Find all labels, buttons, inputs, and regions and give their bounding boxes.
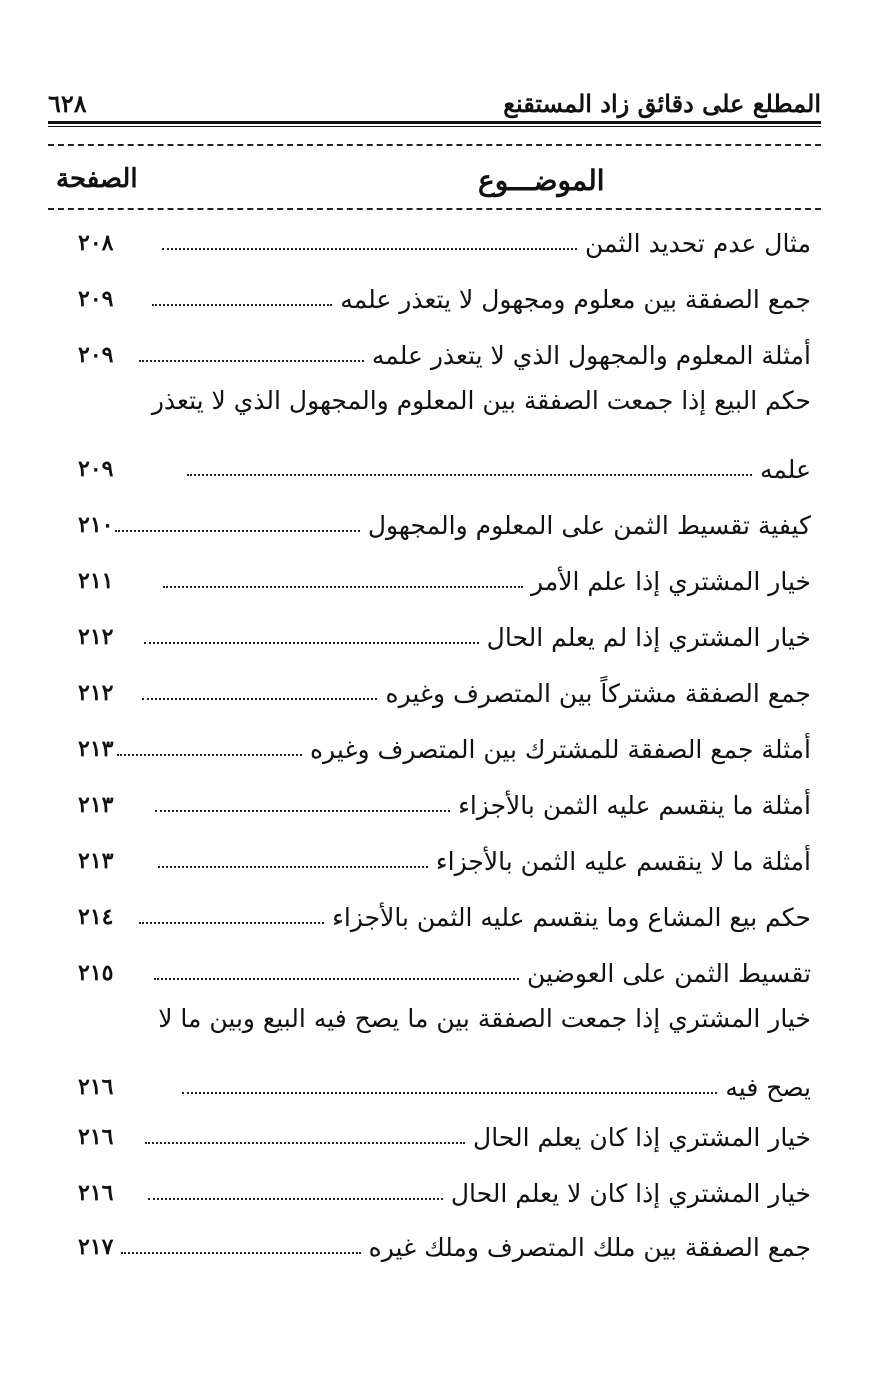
toc-entry[interactable] bbox=[48, 774, 821, 830]
entry-title: خيار المشتري إذا علم الأمر bbox=[531, 567, 811, 596]
entry-title: جمع الصفقة بين ملك المتصرف وملك غيره bbox=[368, 1233, 811, 1262]
dashed-rule-bottom bbox=[48, 208, 821, 210]
entry-title: خيار المشتري إذا كان يعلم الحال bbox=[473, 1123, 811, 1152]
entry-page-number: ٢١٥ bbox=[78, 960, 114, 986]
leader-dots bbox=[117, 754, 302, 756]
leader-dots bbox=[115, 530, 360, 532]
toc-entry[interactable] bbox=[48, 1162, 821, 1218]
leader-dots bbox=[182, 1092, 717, 1094]
entry-page-number: ٢٠٨ bbox=[78, 230, 114, 256]
entry-title: جمع الصفقة بين معلوم ومجهول لا يتعذر علمه bbox=[340, 285, 811, 314]
entry-page-number: ٢١٦ bbox=[78, 1074, 114, 1100]
toc-entry[interactable] bbox=[48, 718, 821, 774]
leader-dots bbox=[162, 248, 577, 250]
leader-dots bbox=[158, 866, 428, 868]
entry-title-line1: حكم البيع إذا جمعت الصفقة بين المعلوم والمجهول الذي لا يتعذر bbox=[151, 386, 811, 415]
toc-entry[interactable] bbox=[48, 662, 821, 718]
entry-title-line1: خيار المشتري إذا جمعت الصفقة بين ما يصح فيه البيع وبين ما لا bbox=[158, 1004, 811, 1033]
entry-page-number: ٢١٦ bbox=[78, 1124, 114, 1150]
toc-entry[interactable] bbox=[48, 1004, 821, 1112]
leader-dots bbox=[187, 474, 752, 476]
entry-title: أمثلة ما ينقسم عليه الثمن بالأجزاء bbox=[458, 791, 811, 820]
toc-entry[interactable] bbox=[48, 886, 821, 942]
entry-page-number: ٢١٤ bbox=[78, 904, 114, 930]
entry-title: أمثلة ما لا ينقسم عليه الثمن بالأجزاء bbox=[435, 847, 811, 876]
entry-title: تقسيط الثمن على العوضين bbox=[527, 959, 811, 988]
leader-dots bbox=[155, 810, 450, 812]
entry-title: يصح فيه bbox=[725, 1073, 811, 1102]
dashed-rule-top bbox=[48, 144, 821, 146]
toc-entry[interactable] bbox=[48, 1216, 821, 1272]
entry-page-number: ٢١٢ bbox=[78, 680, 114, 706]
book-title: المطلع على دقائق زاد المستقنع bbox=[503, 89, 821, 118]
entry-title: كيفية تقسيط الثمن على المعلوم والمجهول bbox=[367, 511, 811, 540]
entry-title: أمثلة المعلوم والمجهول الذي لا يتعذر علمه bbox=[371, 341, 811, 370]
entry-page-number: ٢١٧ bbox=[78, 1234, 114, 1260]
page-number: ٦٢٨ bbox=[48, 89, 87, 118]
entry-title: حكم بيع المشاع وما ينقسم عليه الثمن بالأجزاء bbox=[332, 903, 811, 932]
page-header bbox=[48, 78, 821, 118]
leader-dots bbox=[139, 360, 364, 362]
toc-entry[interactable] bbox=[48, 324, 821, 380]
entry-page-number: ٢١٦ bbox=[78, 1180, 114, 1206]
entry-page-number: ٢٠٩ bbox=[78, 456, 114, 482]
column-headers bbox=[48, 160, 821, 204]
toc-entry[interactable] bbox=[48, 494, 821, 550]
toc-entry[interactable] bbox=[48, 830, 821, 886]
toc-entry[interactable] bbox=[48, 1106, 821, 1162]
entry-title: مثال عدم تحديد الثمن bbox=[585, 229, 811, 258]
leader-dots bbox=[163, 586, 523, 588]
leader-dots bbox=[145, 1142, 465, 1144]
leader-dots bbox=[154, 978, 519, 980]
entry-title: خيار المشتري إذا كان لا يعلم الحال bbox=[450, 1179, 811, 1208]
toc-entry[interactable] bbox=[48, 386, 821, 494]
entry-page-number: ٢١١ bbox=[78, 568, 114, 594]
page-column-header: الصفحة bbox=[56, 164, 138, 194]
entry-title: علمه bbox=[759, 455, 811, 484]
leader-dots bbox=[121, 1252, 361, 1254]
entry-page-number: ٢١٢ bbox=[78, 624, 114, 650]
entry-page-number: ٢١٣ bbox=[78, 792, 114, 818]
entry-title: خيار المشتري إذا لم يعلم الحال bbox=[486, 623, 811, 652]
topic-column-header: الموضـــوع bbox=[478, 164, 605, 197]
toc-entry[interactable] bbox=[48, 212, 821, 268]
entry-page-number: ٢١٣ bbox=[78, 848, 114, 874]
header-rule bbox=[48, 121, 821, 127]
entry-page-number: ٢١٣ bbox=[78, 736, 114, 762]
entry-page-number: ٢٠٩ bbox=[78, 342, 114, 368]
entry-title: أمثلة جمع الصفقة للمشترك بين المتصرف وغيره bbox=[309, 735, 811, 764]
toc-entry[interactable] bbox=[48, 550, 821, 606]
leader-dots bbox=[152, 304, 332, 306]
entry-title: جمع الصفقة مشتركاً بين المتصرف وغيره bbox=[385, 679, 811, 708]
leader-dots bbox=[144, 642, 479, 644]
entry-page-number: ٢٠٩ bbox=[78, 286, 114, 312]
leader-dots bbox=[139, 922, 324, 924]
toc-entry[interactable] bbox=[48, 942, 821, 998]
toc-entry[interactable] bbox=[48, 268, 821, 324]
toc-entry[interactable] bbox=[48, 606, 821, 662]
leader-dots bbox=[148, 1198, 443, 1200]
leader-dots bbox=[142, 698, 377, 700]
entry-page-number: ٢١٠ bbox=[78, 512, 114, 538]
